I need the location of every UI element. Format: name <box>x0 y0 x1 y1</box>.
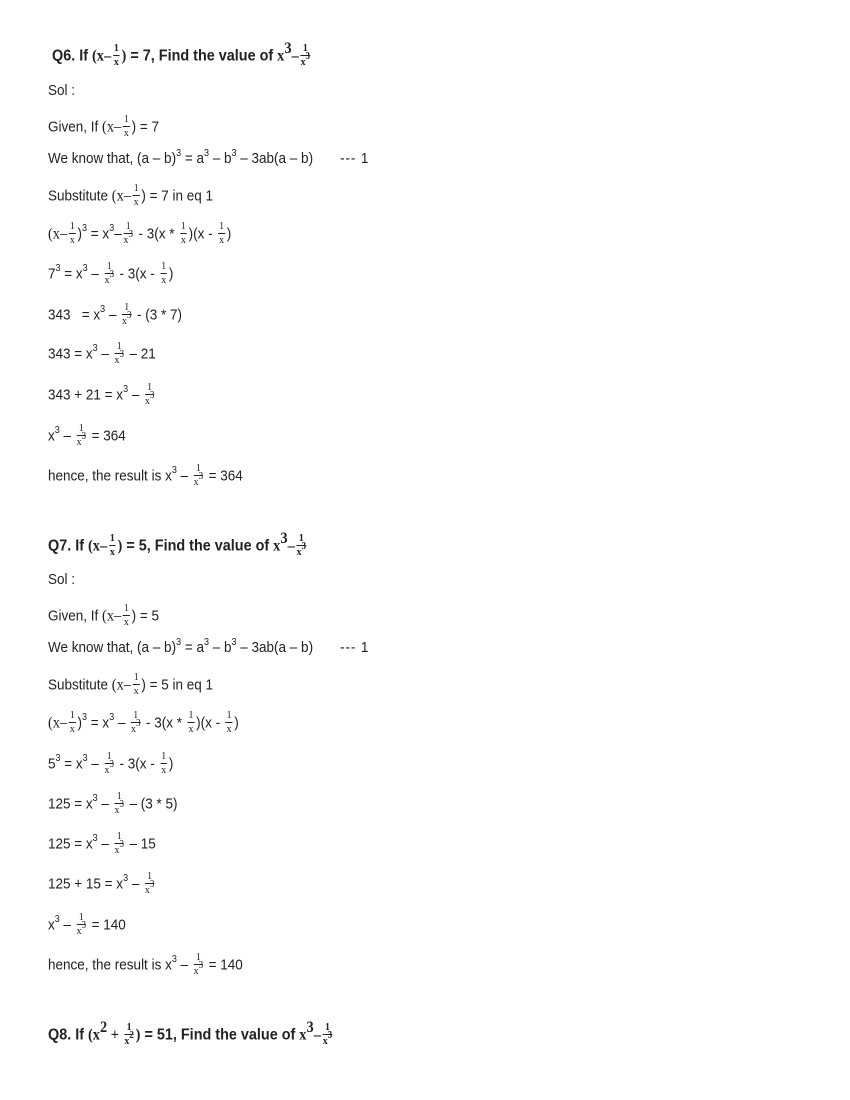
q7-result: hence, the result is $x^3$ – $\frac{1}{x^3}$ = 140 <box>48 951 243 977</box>
q6-step-final: $x^3$ – $\frac{1}{x^3}$ = 364 <box>48 422 126 448</box>
q7-step-cube: $5^3 = x^3$ – $\frac{1}{x^3}$ - 3(x - $\frac{1}{x}$ ) <box>48 750 174 776</box>
q6-step-value: $343 = x^3$ – $\frac{1}{x^3}$ - (3 * 7) <box>48 301 183 327</box>
q6-identity: We know that, $(a - b)^3 = a^3 - b^3 - 3ab(a - b)$ --- 1 <box>48 148 370 167</box>
q7-step-final: $x^3$ – $\frac{1}{x^3}$ = 140 <box>48 911 126 937</box>
q7-step-expand: (x– $\frac{1}{x}$ )$^3 = x^3$ – $\frac{1}{x^3}$ - 3(x * $\frac{1}{x}$ )(x - $\frac{1}{x}$ ) <box>48 709 239 735</box>
q6-result: hence, the result is $x^3$ – $\frac{1}{x^3}$ = 364 <box>48 462 243 488</box>
q7-step-sum: $125 + 15 = x^3$ – $\frac{1}{x^3}$ <box>48 870 155 896</box>
q6-heading: Q6. If (x– $\frac{1}{x}$ ) = 7, Find the value of $x^3-$ $\frac{1}{x^3}$ <box>52 40 311 68</box>
q7-given: Given, If (x– $\frac{1}{x}$ ) = 5 <box>48 602 159 628</box>
q6-step-simplify: $343 = x^3$ – $\frac{1}{x^3}$ – 21 <box>48 340 156 366</box>
q7-identity: We know that, $(a - b)^3 = a^3 - b^3 - 3ab(a - b)$ --- 1 <box>48 637 370 656</box>
q6-given: Given, If (x– $\frac{1}{x}$ ) = 7 <box>48 113 159 139</box>
q7-substitute: Substitute (x– $\frac{1}{x}$ ) = 5 in eq 1 <box>48 671 214 697</box>
q6-step-sum: $343 + 21 = x^3$ – $\frac{1}{x^3}$ <box>48 381 155 407</box>
q6-step-cube: $7^3 = x^3$ – $\frac{1}{x^3}$ - 3(x - $\frac{1}{x}$ ) <box>48 260 174 286</box>
q7-heading: Q7. If (x– $\frac{1}{x}$ ) = 5, Find the value of $x^3-$ $\frac{1}{x^3}$ <box>48 530 307 558</box>
q7-sol-label: Sol : <box>48 571 76 588</box>
q8-heading: Q8. If ($x^2$ + $\frac{1}{x^2}$ ) = 51, Find the value of $x^3-$ $\frac{1}{x^3}$ <box>48 1019 333 1047</box>
q6-substitute: Substitute (x– $\frac{1}{x}$ ) = 7 in eq 1 <box>48 182 214 208</box>
q6-step-expand: (x– $\frac{1}{x}$ )$^3 = x^3-$ $\frac{1}{x^3}$ - 3(x * $\frac{1}{x}$ )(x - $\frac{1}{x}$ ) <box>48 220 232 246</box>
q6-sol-label: Sol : <box>48 82 76 99</box>
q7-step-value: $125 = x^3$ – $\frac{1}{x^3}$ – (3 * 5) <box>48 790 178 816</box>
q7-step-simplify: $125 = x^3$ – $\frac{1}{x^3}$ – 15 <box>48 830 156 856</box>
